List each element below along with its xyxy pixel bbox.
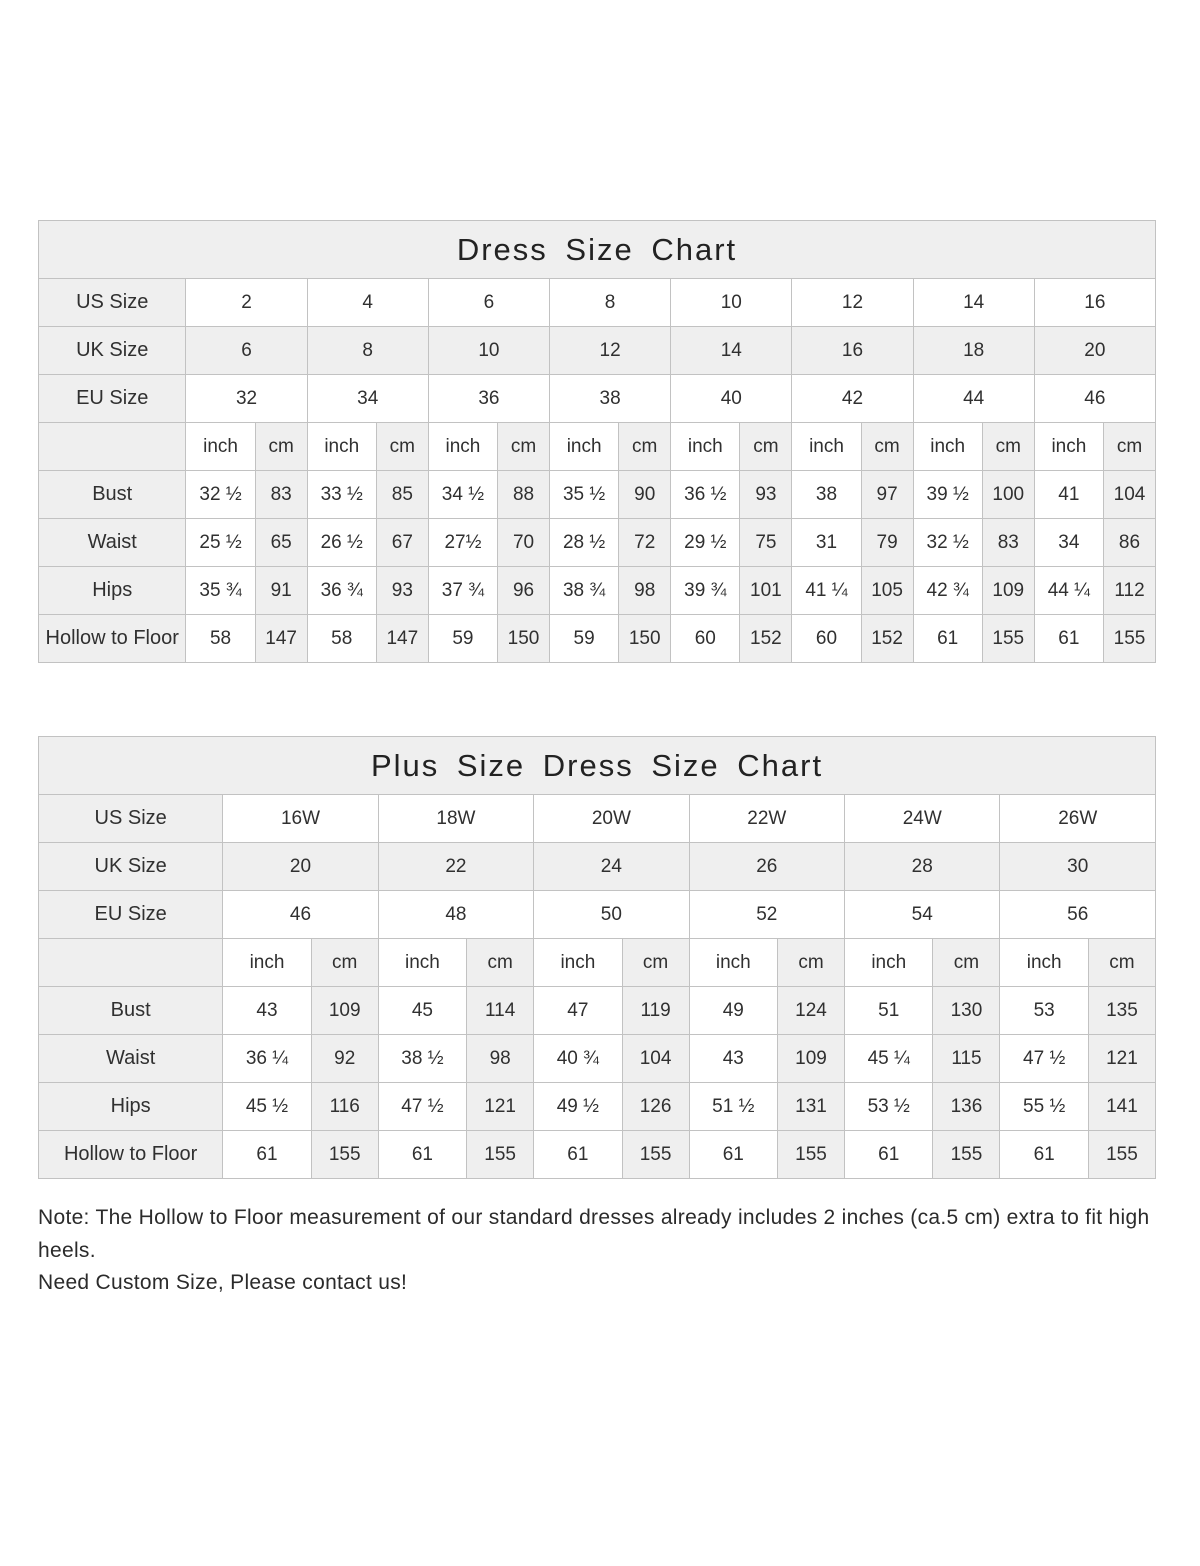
- unit-cm-cell: cm: [255, 423, 307, 471]
- unit-cm-cell: cm: [622, 939, 689, 987]
- unit-cm-cell: cm: [311, 939, 378, 987]
- measurement-cm-cell: 155: [1088, 1131, 1155, 1179]
- size-row: [39, 891, 1156, 939]
- size-table: [38, 736, 1156, 1179]
- measurement-inch-cell: 34 ½: [428, 471, 497, 519]
- measurement-inch-cell: 59: [428, 615, 497, 663]
- measurement-inch-cell: 43: [689, 1035, 777, 1083]
- row-label: UK Size: [39, 327, 186, 375]
- measurement-cm-cell: 130: [933, 987, 1000, 1035]
- unit-row: [39, 939, 1156, 987]
- size-value-cell: 46: [223, 891, 378, 939]
- measurement-inch-cell: 26 ½: [307, 519, 376, 567]
- measurement-cm-cell: 115: [933, 1035, 1000, 1083]
- row-label: Hollow to Floor: [39, 1131, 223, 1179]
- size-value-cell: 24W: [845, 795, 1000, 843]
- row-label: Bust: [39, 987, 223, 1035]
- measurement-inch-cell: 51 ½: [689, 1083, 777, 1131]
- measurement-cm-cell: 83: [982, 519, 1034, 567]
- size-value-cell: 56: [1000, 891, 1156, 939]
- size-value-cell: 36: [428, 375, 549, 423]
- unit-cm-cell: cm: [933, 939, 1000, 987]
- unit-inch-cell: inch: [307, 423, 376, 471]
- measurement-inch-cell: 32 ½: [186, 471, 255, 519]
- row-label: US Size: [39, 279, 186, 327]
- measurement-inch-cell: 61: [689, 1131, 777, 1179]
- unit-inch-cell: inch: [550, 423, 619, 471]
- measurement-cm-cell: 65: [255, 519, 307, 567]
- measurement-inch-cell: 35 ¾: [186, 567, 255, 615]
- size-value-cell: 22: [378, 843, 533, 891]
- unit-inch-cell: inch: [378, 939, 466, 987]
- unit-inch-cell: inch: [186, 423, 255, 471]
- size-value-cell: 20: [223, 843, 378, 891]
- row-label: Waist: [39, 1035, 223, 1083]
- measurement-inch-cell: 53 ½: [845, 1083, 933, 1131]
- row-label: EU Size: [39, 891, 223, 939]
- measurement-cm-cell: 155: [778, 1131, 845, 1179]
- note-hollow-to-floor-text: Note: The Hollow to Floor measurement of our standard dresses already includes 2 inches (ca.5 cm) extra to fit high heels.: [38, 1206, 1150, 1262]
- measurement-inch-cell: 27½: [428, 519, 497, 567]
- unit-inch-cell: inch: [671, 423, 740, 471]
- unit-cm-cell: cm: [740, 423, 792, 471]
- measurement-inch-cell: 49: [689, 987, 777, 1035]
- size-value-cell: 52: [689, 891, 844, 939]
- size-value-cell: 18: [913, 327, 1034, 375]
- measurement-cm-cell: 126: [622, 1083, 689, 1131]
- unit-inch-cell: inch: [1034, 423, 1103, 471]
- measurement-cm-cell: 72: [619, 519, 671, 567]
- measurement-inch-cell: 53: [1000, 987, 1088, 1035]
- measurement-cm-cell: 155: [933, 1131, 1000, 1179]
- measurement-cm-cell: 109: [982, 567, 1034, 615]
- size-value-cell: 44: [913, 375, 1034, 423]
- unit-inch-cell: inch: [428, 423, 497, 471]
- measurement-cm-cell: 88: [498, 471, 550, 519]
- size-value-cell: 42: [792, 375, 913, 423]
- size-value-cell: 12: [550, 327, 671, 375]
- unit-cm-cell: cm: [1104, 423, 1156, 471]
- measurement-row: [39, 1131, 1156, 1179]
- size-value-cell: 40: [671, 375, 792, 423]
- measurement-cm-cell: 109: [311, 987, 378, 1035]
- row-label: US Size: [39, 795, 223, 843]
- size-value-cell: 20: [1034, 327, 1155, 375]
- measurement-row: [39, 1035, 1156, 1083]
- measurement-inch-cell: 45 ½: [223, 1083, 311, 1131]
- size-chart-content: [38, 220, 1156, 1300]
- unit-cm-cell: cm: [982, 423, 1034, 471]
- measurement-row: [39, 471, 1156, 519]
- measurement-cm-cell: 135: [1088, 987, 1155, 1035]
- table-title: Plus Size Dress Size Chart: [39, 737, 1156, 795]
- measurement-cm-cell: 97: [861, 471, 913, 519]
- size-value-cell: 38: [550, 375, 671, 423]
- size-row: [39, 327, 1156, 375]
- size-value-cell: 20W: [534, 795, 689, 843]
- measurement-inch-cell: 61: [534, 1131, 622, 1179]
- measurement-cm-cell: 98: [619, 567, 671, 615]
- size-value-cell: 2: [186, 279, 307, 327]
- unit-cm-cell: cm: [498, 423, 550, 471]
- unit-cm-cell: cm: [376, 423, 428, 471]
- size-value-cell: 54: [845, 891, 1000, 939]
- measurement-inch-cell: 61: [913, 615, 982, 663]
- table-title: Dress Size Chart: [39, 221, 1156, 279]
- measurement-cm-cell: 105: [861, 567, 913, 615]
- size-value-cell: 8: [550, 279, 671, 327]
- measurement-cm-cell: 150: [498, 615, 550, 663]
- measurement-inch-cell: 58: [307, 615, 376, 663]
- measurement-cm-cell: 114: [467, 987, 534, 1035]
- measurement-inch-cell: 51: [845, 987, 933, 1035]
- measurement-cm-cell: 101: [740, 567, 792, 615]
- measurement-cm-cell: 150: [619, 615, 671, 663]
- measurement-cm-cell: 104: [622, 1035, 689, 1083]
- measurement-cm-cell: 116: [311, 1083, 378, 1131]
- measurement-cm-cell: 100: [982, 471, 1034, 519]
- measurement-inch-cell: 28 ½: [550, 519, 619, 567]
- unit-inch-cell: inch: [1000, 939, 1088, 987]
- table-title-row: [39, 737, 1156, 795]
- size-value-cell: 32: [186, 375, 307, 423]
- unit-inch-cell: inch: [689, 939, 777, 987]
- measurement-cm-cell: 155: [622, 1131, 689, 1179]
- unit-inch-cell: inch: [792, 423, 861, 471]
- measurement-cm-cell: 70: [498, 519, 550, 567]
- unit-row-label-spacer: [39, 939, 223, 987]
- size-row: [39, 843, 1156, 891]
- size-value-cell: 26: [689, 843, 844, 891]
- size-value-cell: 14: [671, 327, 792, 375]
- measurement-cm-cell: 147: [255, 615, 307, 663]
- measurement-inch-cell: 45 ¼: [845, 1035, 933, 1083]
- measurement-inch-cell: 60: [671, 615, 740, 663]
- measurement-inch-cell: 61: [845, 1131, 933, 1179]
- size-value-cell: 8: [307, 327, 428, 375]
- size-value-cell: 10: [428, 327, 549, 375]
- size-row: [39, 279, 1156, 327]
- row-label: Hollow to Floor: [39, 615, 186, 663]
- size-value-cell: 50: [534, 891, 689, 939]
- unit-inch-cell: inch: [223, 939, 311, 987]
- size-value-cell: 12: [792, 279, 913, 327]
- measurement-cm-cell: 124: [778, 987, 845, 1035]
- plus-size-dress-size-chart-table: [38, 736, 1156, 1179]
- size-value-cell: 4: [307, 279, 428, 327]
- row-label: Bust: [39, 471, 186, 519]
- measurement-cm-cell: 155: [1104, 615, 1156, 663]
- measurement-inch-cell: 47 ½: [378, 1083, 466, 1131]
- unit-cm-cell: cm: [1088, 939, 1155, 987]
- size-value-cell: 30: [1000, 843, 1156, 891]
- size-value-cell: 16: [1034, 279, 1155, 327]
- measurement-inch-cell: 61: [1034, 615, 1103, 663]
- row-label: EU Size: [39, 375, 186, 423]
- unit-cm-cell: cm: [619, 423, 671, 471]
- size-row: [39, 795, 1156, 843]
- size-value-cell: 22W: [689, 795, 844, 843]
- size-value-cell: 16W: [223, 795, 378, 843]
- measurement-cm-cell: 119: [622, 987, 689, 1035]
- measurement-row: [39, 519, 1156, 567]
- measurement-inch-cell: 39 ½: [913, 471, 982, 519]
- measurement-inch-cell: 60: [792, 615, 861, 663]
- measurement-inch-cell: 38: [792, 471, 861, 519]
- measurement-inch-cell: 49 ½: [534, 1083, 622, 1131]
- table-title-row: [39, 221, 1156, 279]
- measurement-inch-cell: 25 ½: [186, 519, 255, 567]
- measurement-inch-cell: 29 ½: [671, 519, 740, 567]
- measurement-cm-cell: 141: [1088, 1083, 1155, 1131]
- measurement-cm-cell: 90: [619, 471, 671, 519]
- dress-size-chart-table: [38, 220, 1156, 663]
- measurement-row: [39, 1083, 1156, 1131]
- size-row: [39, 375, 1156, 423]
- unit-row-label-spacer: [39, 423, 186, 471]
- size-value-cell: 48: [378, 891, 533, 939]
- note-custom-size-text: Need Custom Size, Please contact us!: [38, 1271, 408, 1295]
- measurement-inch-cell: 31: [792, 519, 861, 567]
- size-value-cell: 6: [428, 279, 549, 327]
- measurement-inch-cell: 34: [1034, 519, 1103, 567]
- measurement-inch-cell: 40 ¾: [534, 1035, 622, 1083]
- size-value-cell: 28: [845, 843, 1000, 891]
- unit-inch-cell: inch: [913, 423, 982, 471]
- measurement-inch-cell: 42 ¾: [913, 567, 982, 615]
- measurement-cm-cell: 112: [1104, 567, 1156, 615]
- measurement-row: [39, 615, 1156, 663]
- row-label: UK Size: [39, 843, 223, 891]
- measurement-cm-cell: 83: [255, 471, 307, 519]
- row-label: Waist: [39, 519, 186, 567]
- measurement-inch-cell: 36 ¾: [307, 567, 376, 615]
- measurement-cm-cell: 93: [740, 471, 792, 519]
- measurement-row: [39, 987, 1156, 1035]
- measurement-cm-cell: 86: [1104, 519, 1156, 567]
- size-value-cell: 10: [671, 279, 792, 327]
- size-value-cell: 46: [1034, 375, 1155, 423]
- measurement-inch-cell: 59: [550, 615, 619, 663]
- row-label: Hips: [39, 567, 186, 615]
- size-table: [38, 220, 1156, 663]
- measurement-inch-cell: 38 ½: [378, 1035, 466, 1083]
- size-value-cell: 6: [186, 327, 307, 375]
- measurement-inch-cell: 33 ½: [307, 471, 376, 519]
- measurement-cm-cell: 75: [740, 519, 792, 567]
- measurement-cm-cell: 98: [467, 1035, 534, 1083]
- size-value-cell: 16: [792, 327, 913, 375]
- measurement-cm-cell: 147: [376, 615, 428, 663]
- measurement-inch-cell: 47 ½: [1000, 1035, 1088, 1083]
- measurement-inch-cell: 39 ¾: [671, 567, 740, 615]
- unit-row: [39, 423, 1156, 471]
- measurement-cm-cell: 93: [376, 567, 428, 615]
- measurement-row: [39, 567, 1156, 615]
- measurement-cm-cell: 155: [467, 1131, 534, 1179]
- measurement-inch-cell: 41: [1034, 471, 1103, 519]
- unit-cm-cell: cm: [861, 423, 913, 471]
- size-value-cell: 24: [534, 843, 689, 891]
- size-value-cell: 14: [913, 279, 1034, 327]
- measurement-cm-cell: 121: [467, 1083, 534, 1131]
- measurement-inch-cell: 45: [378, 987, 466, 1035]
- measurement-inch-cell: 36 ½: [671, 471, 740, 519]
- size-chart-note: [38, 1202, 1156, 1300]
- measurement-cm-cell: 136: [933, 1083, 1000, 1131]
- measurement-cm-cell: 96: [498, 567, 550, 615]
- unit-inch-cell: inch: [534, 939, 622, 987]
- row-label: Hips: [39, 1083, 223, 1131]
- measurement-cm-cell: 131: [778, 1083, 845, 1131]
- measurement-inch-cell: 47: [534, 987, 622, 1035]
- measurement-cm-cell: 79: [861, 519, 913, 567]
- size-value-cell: 26W: [1000, 795, 1156, 843]
- measurement-inch-cell: 43: [223, 987, 311, 1035]
- measurement-inch-cell: 41 ¼: [792, 567, 861, 615]
- measurement-inch-cell: 61: [1000, 1131, 1088, 1179]
- measurement-inch-cell: 61: [223, 1131, 311, 1179]
- measurement-inch-cell: 58: [186, 615, 255, 663]
- measurement-cm-cell: 85: [376, 471, 428, 519]
- measurement-cm-cell: 155: [311, 1131, 378, 1179]
- unit-inch-cell: inch: [845, 939, 933, 987]
- measurement-inch-cell: 44 ¼: [1034, 567, 1103, 615]
- measurement-cm-cell: 155: [982, 615, 1034, 663]
- measurement-cm-cell: 67: [376, 519, 428, 567]
- size-value-cell: 34: [307, 375, 428, 423]
- measurement-cm-cell: 104: [1104, 471, 1156, 519]
- measurement-cm-cell: 152: [861, 615, 913, 663]
- size-value-cell: 18W: [378, 795, 533, 843]
- measurement-inch-cell: 38 ¾: [550, 567, 619, 615]
- unit-cm-cell: cm: [778, 939, 845, 987]
- measurement-cm-cell: 121: [1088, 1035, 1155, 1083]
- unit-cm-cell: cm: [467, 939, 534, 987]
- measurement-inch-cell: 35 ½: [550, 471, 619, 519]
- measurement-inch-cell: 61: [378, 1131, 466, 1179]
- measurement-inch-cell: 36 ¼: [223, 1035, 311, 1083]
- measurement-cm-cell: 92: [311, 1035, 378, 1083]
- measurement-inch-cell: 37 ¾: [428, 567, 497, 615]
- measurement-cm-cell: 91: [255, 567, 307, 615]
- measurement-inch-cell: 55 ½: [1000, 1083, 1088, 1131]
- measurement-inch-cell: 32 ½: [913, 519, 982, 567]
- measurement-cm-cell: 109: [778, 1035, 845, 1083]
- measurement-cm-cell: 152: [740, 615, 792, 663]
